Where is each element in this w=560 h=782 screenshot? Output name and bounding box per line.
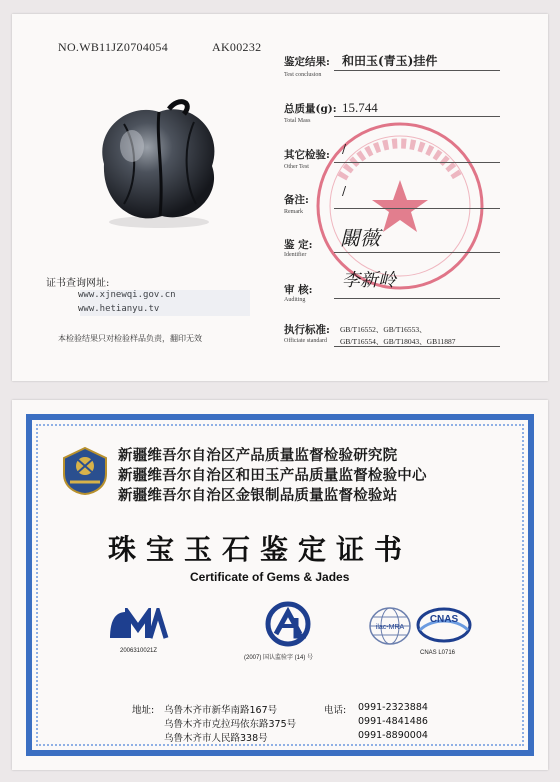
row-label-other-test: 其它检验: <box>284 149 330 161</box>
phone-2: 0991-4841486 <box>358 716 428 727</box>
institute-name-2: 新疆维吾尔自治区和田玉产品质量监督检验中心 <box>118 468 427 484</box>
certificate-title-cn: 珠宝玉石鉴定证书 <box>108 533 413 566</box>
cma-number: 2006310021Z <box>120 648 158 654</box>
ak-number: AK00232 <box>212 40 262 54</box>
cal-logo-icon <box>256 600 320 648</box>
query-url-label: 证书查询网址: <box>46 278 110 289</box>
jade-pendant-photo <box>84 94 234 234</box>
institute-name-3: 新疆维吾尔自治区金银制品质量监督检验站 <box>118 488 398 504</box>
ilac-mra-logo-icon <box>368 606 412 646</box>
row-value-other-test: / <box>342 142 347 156</box>
certificate-number: NO.WB11JZ0704054 <box>58 40 169 54</box>
standard-en: Officiate standard <box>284 338 328 344</box>
institute-emblem-icon <box>60 446 110 496</box>
query-url-2[interactable]: www.hetianyu.tv <box>78 304 160 314</box>
identifier-signature: 闞薇 <box>340 226 380 250</box>
row-en-remark: Remark <box>284 209 303 215</box>
cal-caption: (2007) 国认监验字 (14) 号 <box>244 655 314 661</box>
svg-text:CNAS: CNAS <box>429 614 459 625</box>
row-label-remark: 备注: <box>284 194 309 206</box>
standard-label: 执行标准: <box>284 324 330 336</box>
address-2: 乌鲁木齐市克拉玛依东路375号 <box>164 719 297 730</box>
row-value-mass: 15.744 <box>342 100 378 115</box>
row-label-conclusion: 鉴定结果: <box>284 56 330 68</box>
query-url-1[interactable]: www.xjnewqi.gov.cn <box>78 290 176 300</box>
address-1: 乌鲁木齐市新华南路167号 <box>164 705 278 716</box>
row-en-identifier: Identifier <box>284 252 307 258</box>
phone-label: 电话: <box>324 705 347 716</box>
svg-text:ilac-MRA: ilac-MRA <box>375 624 405 631</box>
phone-1: 0991-2323884 <box>358 702 428 713</box>
phone-3: 0991-8890004 <box>358 730 428 741</box>
row-en-mass: Total Mass <box>284 118 311 124</box>
address-label: 地址: <box>132 705 155 716</box>
official-red-stamp <box>312 118 488 294</box>
url-highlight <box>80 290 250 316</box>
cnas-logo-icon <box>416 606 472 644</box>
row-value-remark: / <box>342 184 347 198</box>
row-en-other-test: Other Test <box>284 164 309 170</box>
institute-name-1: 新疆维吾尔自治区产品质量监督检验研究院 <box>118 448 398 464</box>
disclaimer: 本检验结果只对检验样品负责，翻印无效 <box>58 334 202 343</box>
address-3: 乌鲁木齐市人民路338号 <box>164 733 268 744</box>
standard-line-2: GB/T16554、GB/T18043、GB11887 <box>340 337 456 346</box>
row-label-auditing: 审 核: <box>284 284 313 296</box>
auditor-signature: 李新岭 <box>342 270 396 291</box>
cnas-caption: CNAS L0716 <box>420 650 456 656</box>
standard-line-1: GB/T16552、GB/T16553、 <box>340 325 427 334</box>
certificate-cover-card <box>12 400 548 770</box>
row-value-conclusion: 和田玉(青玉)挂件 <box>342 54 438 68</box>
certificate-detail-card <box>12 14 548 381</box>
certificate-title-en: Certificate of Gems & Jades <box>190 570 350 584</box>
row-label-identifier: 鉴 定: <box>284 239 313 251</box>
row-en-conclusion: Test conclusion <box>284 72 322 78</box>
row-en-auditing: Auditing <box>284 297 306 303</box>
row-label-mass: 总质量(g): <box>284 103 337 115</box>
cma-logo-icon <box>106 608 170 644</box>
